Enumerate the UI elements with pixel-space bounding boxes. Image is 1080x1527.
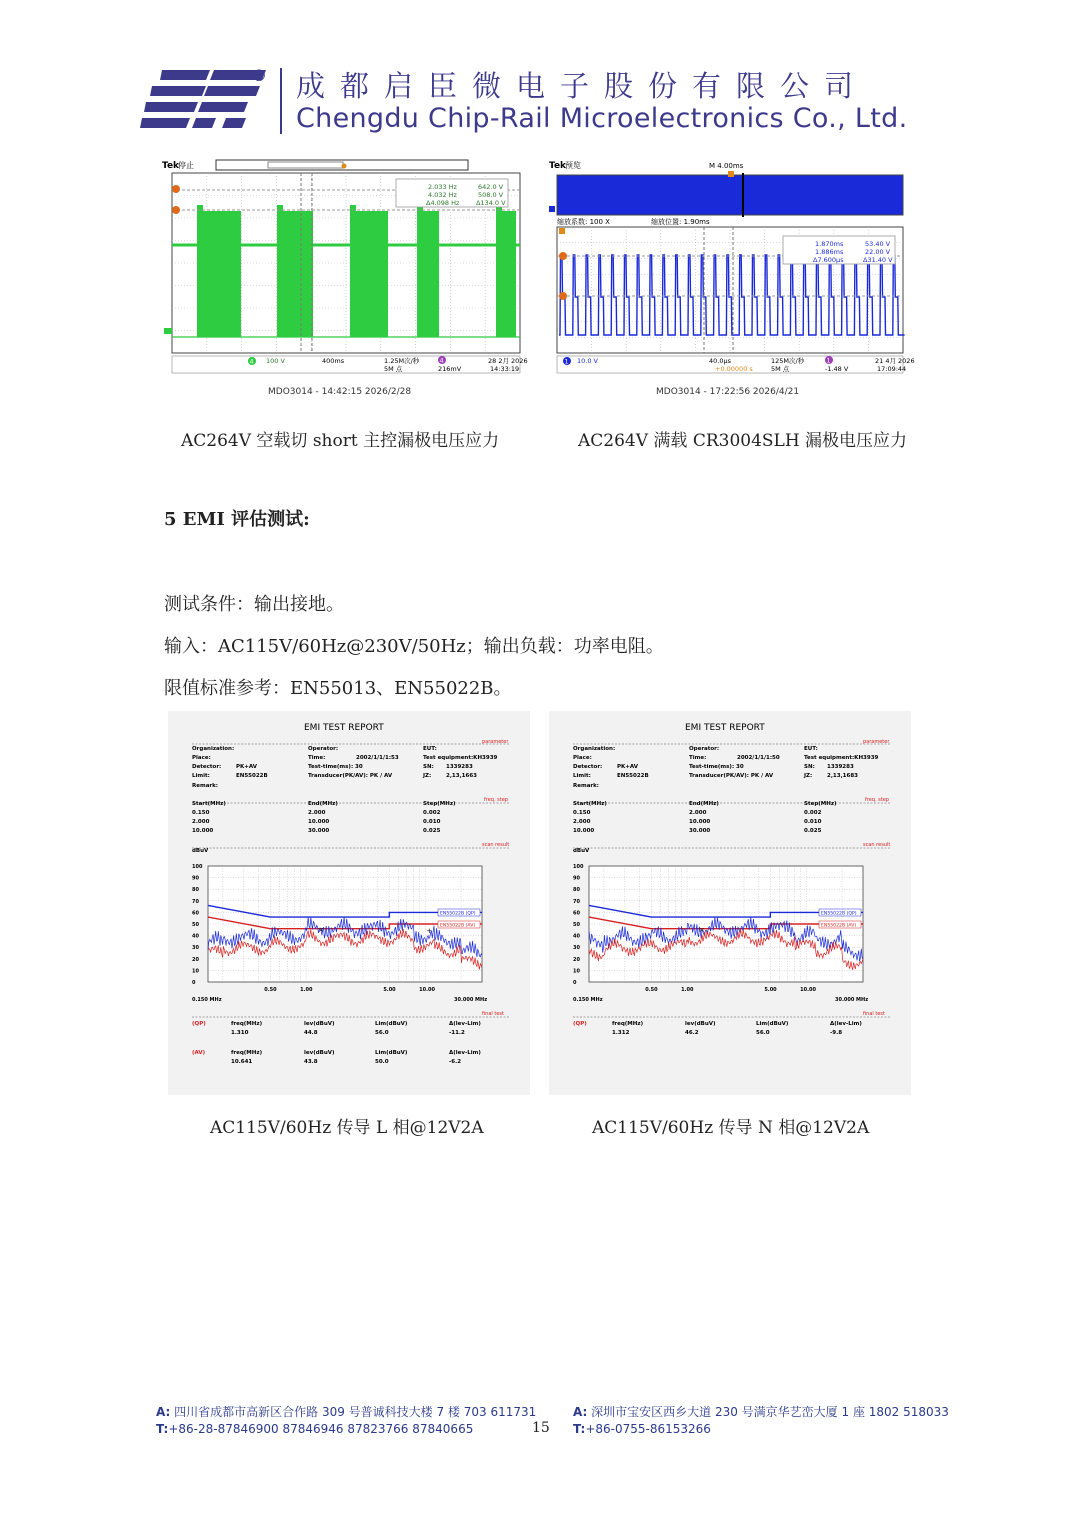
report-text: Test equipment:KH3939 [804,755,879,761]
report-text: EN55022B [236,773,268,779]
range-start: 2.000 [573,819,591,825]
caption-scope-right: AC264V 满载 CR3004SLH 漏极电压应力 [578,431,908,451]
report-text: SN: [423,764,434,770]
x-start: 0.150 MHz [192,997,222,1003]
y-tick: 20 [573,956,580,963]
y-tick: 40 [192,933,199,940]
readout-dv: Δ31.40 V [863,256,893,264]
report-text: Organization: [192,746,235,752]
report-text: PK+AV [617,764,639,770]
y-tick: 50 [573,922,580,928]
timebase: 400ms [322,357,345,365]
report-text: Remark: [573,783,599,789]
readout-v1: 642.0 V [478,183,504,191]
switching-burst [417,211,439,337]
report-text: Δ(lev-Lim) [449,1050,481,1056]
report-text: Δ(lev-Lim) [830,1021,862,1027]
report-text: Lim(dBuV) [375,1021,408,1027]
av-tag: (AV) [192,1050,206,1056]
report-text: Start(MHz) [573,801,607,807]
report-text: Δ(lev-Lim) [449,1021,481,1027]
report-text: Start(MHz) [192,801,226,807]
report-text: Step(MHz) [804,801,837,807]
report-text: SN: [804,764,815,770]
y-tick: 40 [573,933,580,940]
test-standard: 限值标准参考：EN55013、EN55022B。 [164,678,512,699]
report-text: Organization: [573,746,616,752]
qp-margin: -9.8 [830,1030,843,1036]
readout-v2: 508.0 V [478,191,504,199]
qp-margin: -11.2 [449,1030,465,1036]
record-points: 5M 点 [384,365,403,373]
tel-label: T: [156,1422,169,1436]
report-text: EUT: [423,746,437,752]
y-tick: 0 [192,980,196,986]
report-text: Time: [308,755,326,761]
report-text: 1339283 [827,764,854,770]
footer-address-shenzhen [573,1403,949,1420]
report-text: Detector: [573,764,603,770]
y-tick: 30 [573,945,580,952]
range-end: 30.000 [689,828,711,834]
report-text: Place: [573,755,592,761]
av-margin: -6.2 [449,1059,462,1065]
report-text: Detector: [192,764,222,770]
readout-t2: 1.886ms [815,248,844,256]
trigger-marker [342,164,347,169]
header-divider [280,68,282,134]
y-tick: 60 [573,910,580,917]
qp-tag: (QP) [192,1021,206,1027]
range-step: 0.002 [423,810,441,816]
report-text: Operator: [308,746,339,752]
record-points: 5M 点 [771,365,790,373]
scope-left-footer: MDO3014 - 14:42:15 2026/2/28 [268,387,412,397]
readout-t1: 2.033 Hz [428,183,457,191]
qp-level: 46.2 [685,1030,699,1036]
tel-text: +86-28-87846900 87846946 87823766 87840665 [168,1422,474,1436]
section-label: freq. step [865,797,889,803]
report-title: EMI TEST REPORT [685,723,765,733]
readout-t2: 4.032 Hz [428,191,457,199]
address-text: 深圳市宝安区西乡大道 230 号满京华艺峦大厦 1 座 1802 518033 [591,1405,949,1419]
emi-report-l [168,711,530,1095]
qp-final-marker: × [699,926,705,935]
y-tick: 0 [573,980,577,986]
section-title: 5 EMI 评估测试: [164,509,310,530]
test-input: 输入：AC115V/60Hz@230V/50Hz；输出负载：功率电阻。 [164,636,664,657]
x-start: 0.150 MHz [573,997,603,1003]
range-end: 10.000 [308,819,330,825]
report-text: JZ: [804,773,813,779]
y-tick: 80 [573,887,580,894]
y-tick: 100 [192,864,203,870]
ch1-volts: 10.0 V [577,357,598,365]
y-unit: dBuV [192,848,209,854]
x-end: 30.000 MHz [454,997,488,1003]
y-unit: dBuV [573,848,590,854]
qp-freq: 1.310 [231,1030,249,1036]
x-tick: 5.00 [764,987,777,993]
trig-ch: 1 [826,356,831,365]
ch4-label: 4 [249,357,254,366]
readout-v1: 53.40 V [865,240,891,248]
emi-report-n [549,711,911,1095]
y-tick: 60 [192,910,199,917]
range-start: 0.150 [192,810,210,816]
report-text: Operator: [689,746,720,752]
y-tick: 50 [192,922,199,928]
report-text: End(MHz) [308,801,338,807]
report-text: 2,13,1683 [827,773,858,779]
section-label: scan result [863,842,891,848]
range-step: 0.025 [423,828,441,834]
registered-mark: ® [251,66,267,85]
cursor-b-badge [172,206,180,214]
report-text: Step(MHz) [423,801,456,807]
readout-dv: Δ134.0 V [476,199,506,207]
x-tick: 0.50 [264,987,277,993]
y-tick: 20 [192,956,199,963]
trig-ch: 4 [439,356,444,365]
caption-emi-l: AC115V/60Hz 传导 L 相@12V2A [210,1118,484,1138]
overview-ch1-marker [549,206,555,212]
time-offset: +0.00000 s [715,365,753,373]
report-text: Place: [192,755,211,761]
sample-rate: 1.25M次/秒 [384,357,420,365]
x-tick: 10.00 [800,987,817,993]
qp-tag: (QP) [573,1021,587,1027]
range-step: 0.010 [423,819,441,825]
range-step: 0.002 [804,810,822,816]
company-name-en: Chengdu Chip-Rail Microelectronics Co., Ltd. [296,103,908,134]
range-step: 0.010 [804,819,822,825]
zoom-position: 缩放位置: 1.90ms [651,218,710,226]
page-header [0,0,1080,150]
y-tick: 90 [192,875,199,882]
range-start: 2.000 [192,819,210,825]
legend-qp: EN55022B (QP) [440,911,476,917]
switching-burst [350,211,388,337]
range-start: 10.000 [573,828,595,834]
ch4-volts: 100 V [266,357,285,365]
legend-av: EN55022B (AV) [440,923,476,929]
readout-dt: Δ7.600µs [813,256,844,264]
report-text: Transducer(PK/AV): PK / AV [689,773,774,779]
legend-qp: EN55022B (QP) [821,911,857,917]
switching-burst [496,211,516,337]
x-tick: 1.00 [300,987,313,993]
range-step: 0.025 [804,828,822,834]
report-text: 2,13,1663 [446,773,477,779]
overview-trigger [728,171,734,177]
caption-emi-n: AC115V/60Hz 传导 N 相@12V2A [592,1118,870,1138]
y-tick: 90 [573,875,580,882]
report-text: freq(MHz) [231,1021,263,1027]
report-text: End(MHz) [689,801,719,807]
report-text: Lim(dBuV) [756,1021,789,1027]
report-text: EN55022B [617,773,649,779]
y-tick: 30 [192,945,199,952]
x-tick: 5.00 [383,987,396,993]
oscilloscope-right [547,157,919,377]
footer-address-chengdu [156,1403,536,1420]
section-label: parameter [863,739,890,745]
report-text: lev(dBuV) [304,1021,335,1027]
report-text: Transducer(PK/AV): PK / AV [308,773,393,779]
scope-time: 17:09:44 [877,365,907,373]
scope-brand: Tek [162,161,180,171]
section-label: scan result [482,842,510,848]
report-text: Remark: [192,783,218,789]
ch1-label: 1 [564,357,569,366]
x-tick: 1.00 [681,987,694,993]
report-title: EMI TEST REPORT [304,723,384,733]
readout-t1: 1.870ms [815,240,844,248]
section-label: final test [482,1011,504,1017]
overview-waveform [557,175,903,215]
company-name-cn: 成都启臣微电子股份有限公司 [296,69,869,103]
av-final-marker: + [426,927,433,936]
report-text: 2002/1/1/1:53 [356,755,399,761]
scope-brand: Tek [549,161,567,171]
readout-dt: Δ4.098 Hz [426,199,460,207]
status-bar [172,356,520,373]
footer-tel-shenzhen [573,1422,711,1436]
switching-burst [277,211,313,337]
timebase: 40.0µs [709,357,731,365]
range-end: 10.000 [689,819,711,825]
trig-level: 216mV [438,365,462,373]
cursor-a-badge [559,252,567,260]
zoom-trigger [559,228,565,234]
qp-freq: 1.312 [612,1030,630,1036]
tel-text: +86-0755-86153266 [585,1422,711,1436]
report-text: freq(MHz) [231,1050,263,1056]
report-text: 2002/1/1/1:50 [737,755,780,761]
channel-4-marker [164,328,172,334]
qp-level: 44.8 [304,1030,318,1036]
av-limit: 50.0 [375,1059,389,1065]
scope-date: 28 2月 2026 [488,357,528,365]
trig-level: -1.48 V [825,365,849,373]
scope-date: 21 4月 2026 [875,357,915,365]
section-label: freq. step [484,797,508,803]
range-end: 2.000 [308,810,326,816]
report-text: Test equipment:KH3939 [423,755,498,761]
test-condition: 测试条件：输出接地。 [164,594,344,615]
scope-state: 预览 [565,161,581,170]
footer-tel-chengdu [156,1422,473,1436]
report-text: JZ: [423,773,432,779]
top-timebase: M 4.00ms [709,162,744,170]
x-tick: 0.50 [645,987,658,993]
y-tick: 100 [573,864,584,870]
x-end: 30.000 MHz [835,997,869,1003]
y-tick: 10 [573,968,580,975]
report-text: Time: [689,755,707,761]
address-text: 四川省成都市高新区合作路 309 号普诚科技大楼 7 楼 703 611731 [174,1405,537,1419]
address-label: A: [156,1405,171,1419]
report-text: Test-time(ms): 30 [689,764,744,770]
report-text: freq(MHz) [612,1021,644,1027]
y-tick: 70 [573,898,580,905]
y-tick: 10 [192,968,199,975]
page-number: 15 [532,1420,550,1436]
readout-v2: 22.00 V [865,248,891,256]
report-text: PK+AV [236,764,258,770]
qp-limit: 56.0 [756,1030,770,1036]
y-tick: 70 [192,898,199,905]
av-freq: 10.641 [231,1059,253,1065]
record-window [268,162,343,168]
qp-limit: 56.0 [375,1030,389,1036]
range-start: 10.000 [192,828,214,834]
range-end: 2.000 [689,810,707,816]
report-text: 1339283 [446,764,473,770]
switching-burst [197,211,241,337]
report-text: Limit: [192,773,210,779]
cursor-a-badge [172,185,180,193]
scope-time: 14:33:19 [490,365,520,373]
report-text: Lim(dBuV) [375,1050,408,1056]
x-tick: 10.00 [419,987,436,993]
section-label: parameter [482,739,509,745]
address-label: A: [573,1405,588,1419]
caption-scope-left: AC264V 空载切 short 主控漏极电压应力 [181,431,500,451]
zoom-factor: 缩放系数: 100 X [557,218,610,226]
y-tick: 80 [192,887,199,894]
section-label: final test [863,1011,885,1017]
tel-label: T: [573,1422,586,1436]
cursor-b-badge [559,292,567,300]
legend-av: EN55022B (AV) [821,923,857,929]
range-end: 30.000 [308,828,330,834]
sample-rate: 125M次/秒 [771,357,805,365]
qp-final-marker: × [318,926,324,935]
report-text: Test-time(ms): 30 [308,764,363,770]
report-text: lev(dBuV) [685,1021,716,1027]
report-text: lev(dBuV) [304,1050,335,1056]
av-level: 43.8 [304,1059,318,1065]
range-start: 0.150 [573,810,591,816]
scope-right-footer: MDO3014 - 17:22:56 2026/4/21 [656,387,800,397]
report-text: Limit: [573,773,591,779]
report-text: EUT: [804,746,818,752]
oscilloscope-left [160,157,532,377]
scope-state: 停止 [178,161,194,170]
